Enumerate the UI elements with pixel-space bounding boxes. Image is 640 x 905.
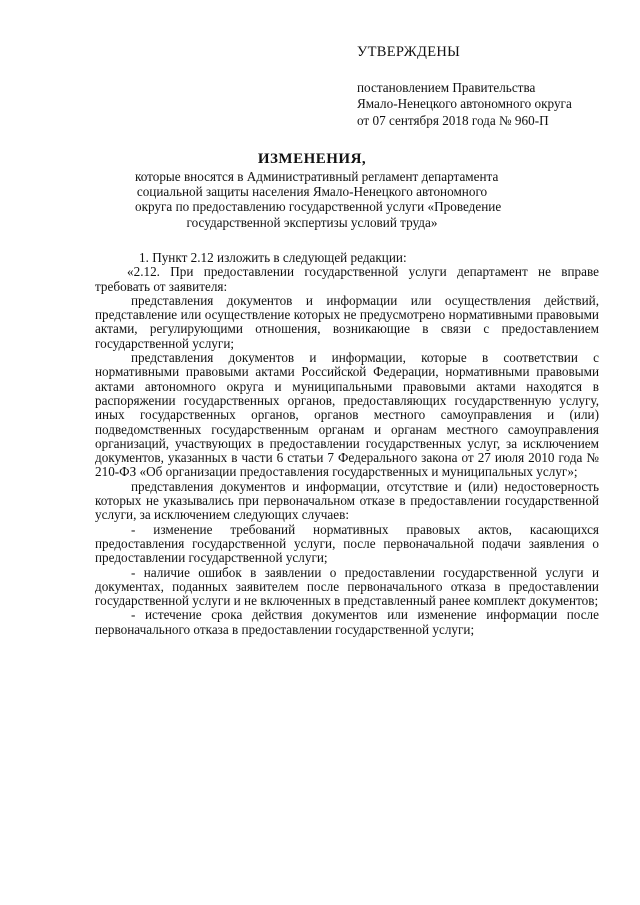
document-subtitle-line: государственной экспертизы условий труда» bbox=[186, 214, 438, 230]
document-title: ИЗМЕНЕНИЯ, bbox=[257, 151, 367, 167]
document-body bbox=[95, 251, 599, 637]
approval-line-date-number: от 07 сентября 2018 года № 960-П bbox=[357, 112, 549, 128]
document-title-block bbox=[135, 150, 502, 230]
paragraph-documents-not-indicated: представления документов и информации, отсутствие и (или) недостоверность которых не указывались при первоначальном отказе в предоставлении государственной услуги, за исключением следующих случаев: bbox=[95, 478, 599, 523]
document-subtitle-line: социальной защиты населения Ямало-Ненецкого автономного bbox=[136, 184, 488, 200]
list-item-documents-expiry: - истечение срока действия документов или изменение информации после первоначального отказа в предоставлении государственной услуги; bbox=[95, 607, 599, 637]
paragraph-not-required-actions: представления документов и информации или осуществления действий, представление или осуществление которых не предусмотрено нормативными правовыми актами, регулирующими отношения, возникающие в связи с предоставлением государственной услуги; bbox=[95, 292, 599, 351]
approval-block bbox=[357, 44, 627, 129]
document-subtitle-line: которые вносятся в Административный регламент департамента bbox=[135, 169, 499, 184]
approval-line-resolution: постановлением Правительства bbox=[357, 79, 536, 95]
paragraph-documents-in-authorities: представления документов и информации, которые в соответствии с нормативными правовыми актами Российской Федерации, нормативными правовыми актами автономного округа и муниципальными правовыми актами находятся в распоряжении государственных органов, предоставляющих государственную услугу, иных государственных органов, органов местного самоуправления и (или) подведомственных государственным органам и органам местного самоуправления организаций, участвующих в предоставлении государственных услуг, за исключением документов, указанных в части 6 статьи 7 Федерального закона от 27 июля 2010 года № 210-ФЗ «Об организации предоставления государственных и муниципальных услуг»; bbox=[95, 350, 599, 480]
paragraph-item-1: 1. Пункт 2.12 изложить в следующей редакции: bbox=[139, 250, 407, 265]
paragraph-clause-2-12: «2.12. При предоставлении государственной услуги департамент не вправе требовать от заявителя: bbox=[95, 264, 599, 294]
list-item-application-errors: - наличие ошибок в заявлении о предоставлении государственной услуги и документах, поданных заявителем после первоначального отказа в предоставлении государственной услуги и не включенных в представленный ранее комплект документов; bbox=[95, 564, 599, 609]
list-item-requirements-change: - изменение требований нормативных правовых актов, касающихся предоставления государственной услуги, после первоначальной подачи заявления о предоставлении государственной услуги; bbox=[95, 521, 599, 566]
approval-line-government: Ямало-Ненецкого автономного округа bbox=[357, 96, 572, 111]
approval-heading: УТВЕРЖДЕНЫ bbox=[357, 44, 461, 60]
document-subtitle-line: округа по предоставлению государственной услуги «Проведение bbox=[135, 199, 502, 215]
